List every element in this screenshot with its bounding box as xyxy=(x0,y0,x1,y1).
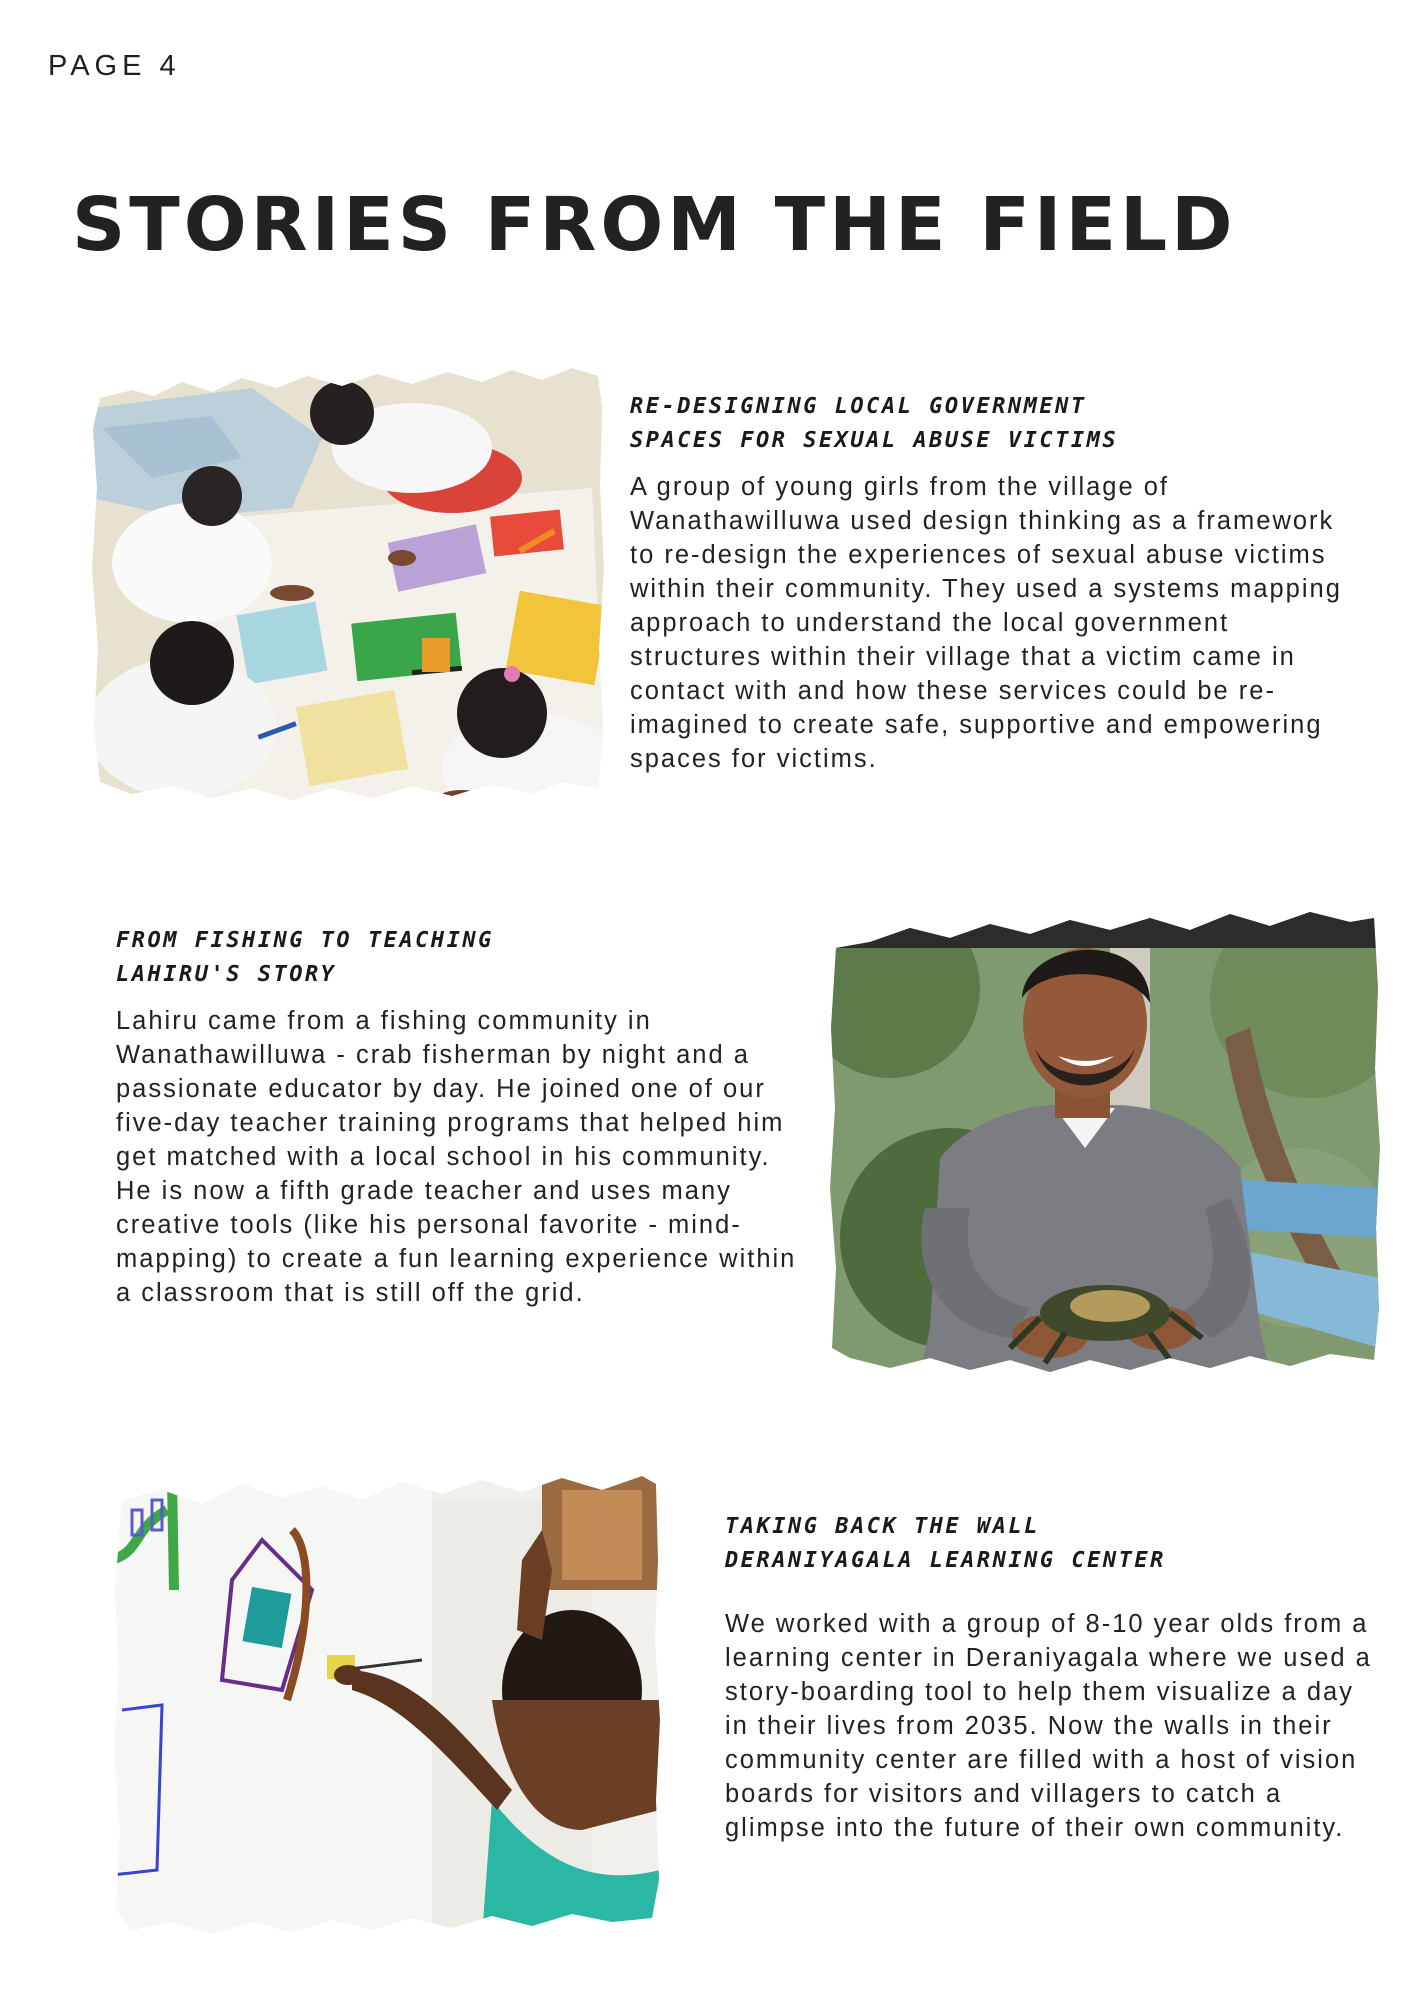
story-2-photo xyxy=(830,908,1380,1374)
story-1-heading-line-1: RE-DESIGNING LOCAL GOVERNMENT xyxy=(630,394,1087,419)
story-1-heading-line-2: SPACES FOR SEXUAL ABUSE VICTIMS xyxy=(630,428,1119,453)
page-title: STORIES FROM THE FIELD xyxy=(72,182,1237,268)
story-3-heading-line-2: DERANIYAGALA LEARNING CENTER xyxy=(725,1548,1166,1573)
story-1-body: A group of young girls from the village of Wanathawilluwa used design thinking as a framework to re-design the experiences of sexual abuse victims within their community. They used a systems mapping approach to understand the local government structures within their village that a victim came in contact with and how these services could be re-imagined to create safe, supportive and empowering spaces for victims. xyxy=(630,473,1342,773)
story-3-body: We worked with a group of 8-10 year olds from a learning center in Deraniyagala where we used a story-boarding tool to help them visualize a day in their lives from 2035. Now the walls in their community center are filled with a host of vision boards for visitors and villagers to catch a glimpse into the future of their own community. xyxy=(725,1610,1372,1842)
story-3-photo xyxy=(112,1470,660,1936)
story-2-heading xyxy=(116,924,494,992)
story-2-body: Lahiru came from a fishing community in Wanathawilluwa - crab fisherman by night and a passionate educator by day. He joined one of our five-day teacher training programs that helped him get matched with a local school in his community. He is now a fifth grade teacher and uses many creative tools (like his personal favorite - mind-mapping) to create a fun learning experience within a classroom that is still off the grid. xyxy=(116,1007,797,1307)
story-1-heading xyxy=(630,390,1118,458)
story-3-heading xyxy=(725,1510,1166,1578)
story-2-heading-line-1: FROM FISHING TO TEACHING xyxy=(116,928,494,953)
story-1-photo xyxy=(92,368,606,804)
story-2-heading-line-2: LAHIRU'S STORY xyxy=(116,962,337,987)
page-number: PAGE 4 xyxy=(48,50,181,82)
story-3-heading-line-1: TAKING BACK THE WALL xyxy=(725,1514,1040,1539)
